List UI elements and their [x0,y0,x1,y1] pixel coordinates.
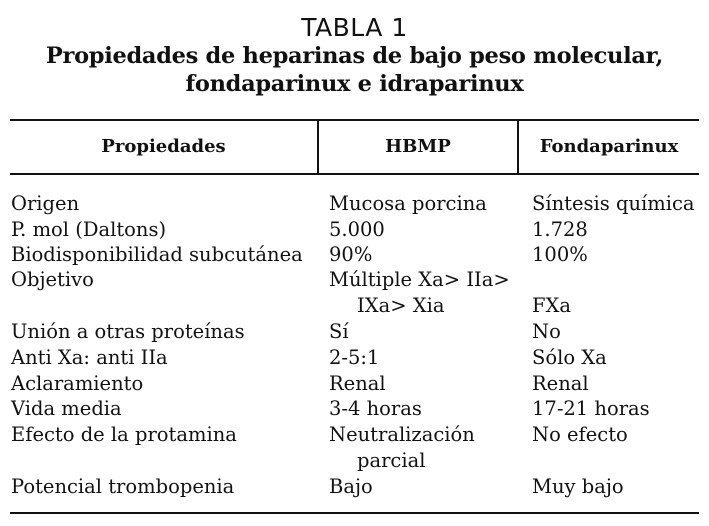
cell-property: Biodisponibilidad subcutánea [11,243,303,266]
cell-property: Objetivo [11,268,94,291]
cell-fondaparinux: Sólo Xa [532,346,607,369]
table-label: TABLA 1 [301,13,408,42]
header-hbmp: HBMP [385,136,451,157]
cell-hbmp: Mucosa porcina [329,192,487,215]
cell-property: Potencial trombopenia [11,475,235,498]
table-title-line-1: Propiedades de heparinas de bajo peso molecular, [45,43,664,69]
cell-property: Vida media [11,397,122,420]
cell-fondaparinux: 17-21 horas [532,397,650,420]
cell-hbmp: Bajo [329,475,373,498]
cell-property: Efecto de la protamina [11,423,237,446]
cell-hbmp: 2-5:1 [329,346,380,369]
header-propiedades: Propiedades [101,136,226,157]
cell-fondaparinux: 1.728 [532,218,588,241]
cell-hbmp-continued: IXa> Xia [357,294,445,317]
cell-fondaparinux: No efecto [532,423,628,446]
cell-fondaparinux: Muy bajo [532,475,624,498]
cell-fondaparinux: Renal [532,372,589,395]
cell-hbmp: Neutralización [329,423,475,446]
table-title-line-2: fondaparinux e idraparinux [185,71,524,97]
cell-fondaparinux: 100% [532,243,588,266]
header-fondaparinux: Fondaparinux [539,136,679,157]
cell-hbmp-continued: parcial [357,449,426,472]
header-rule [10,173,699,175]
cell-property: Origen [11,192,80,215]
table-caption [0,14,709,98]
cell-hbmp: Sí [329,320,349,343]
cell-hbmp: Múltiple Xa> IIa> [329,268,510,291]
cell-property: Unión a otras proteínas [11,320,245,343]
cell-property: Aclaramiento [11,372,144,395]
cell-hbmp: Renal [329,372,386,395]
bottom-rule [10,512,699,514]
cell-property: P. mol (Daltons) [11,218,167,241]
cell-hbmp: 5.000 [329,218,385,241]
cell-fondaparinux: Síntesis química [532,192,695,215]
cell-fondaparinux: No [532,320,561,343]
cell-hbmp: 90% [329,243,373,266]
cell-hbmp: 3-4 horas [329,397,422,420]
cell-property: Anti Xa: anti IIa [11,346,168,369]
cell-fondaparinux-continued: FXa [532,294,572,317]
